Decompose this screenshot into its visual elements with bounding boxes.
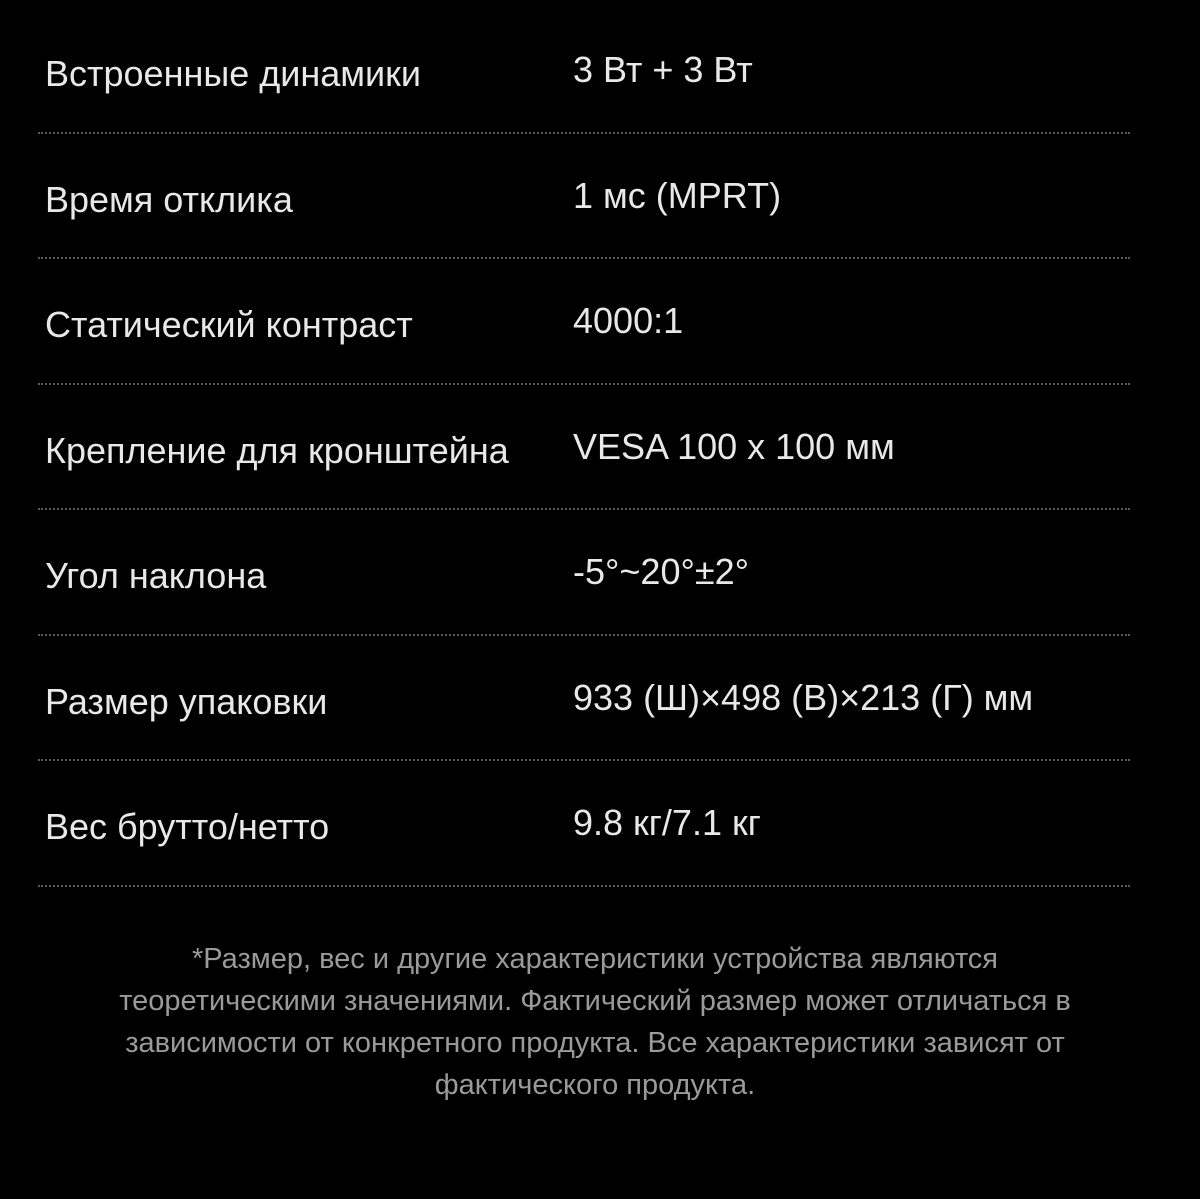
spec-table [38,8,1130,887]
spec-value: 1 мс (MPRT) [573,174,782,216]
spec-row-response-time [38,134,1130,260]
spec-row-package-size [38,636,1130,762]
spec-value: 4000:1 [573,300,684,341]
footnote-line: *Размер, вес и другие характеристики устройства являются [192,943,998,975]
footnote-line: фактического продукта. [434,1069,756,1101]
spec-value: 3 Вт + 3 Вт [573,49,753,90]
spec-row-contrast [38,259,1130,385]
footnote-line: зависимости от конкретного продукта. Все характеристики зависят от [125,1027,1065,1059]
spec-row-weight [38,761,1130,887]
disclaimer-footnote [40,938,1150,1106]
spec-value: 9.8 кг/7.1 кг [573,802,761,843]
spec-label: Время отклика [45,178,293,220]
spec-label: Вес брутто/нетто [45,806,330,847]
spec-row-tilt [38,510,1130,636]
spec-value: -5°~20°±2° [573,551,750,592]
spec-label: Размер упаковки [45,680,328,722]
spec-label: Угол наклона [45,555,267,596]
spec-label: Крепление для кронштейна [45,429,509,471]
spec-row-speakers [38,8,1130,134]
spec-value: VESA 100 x 100 мм [573,425,895,467]
spec-row-mount [38,385,1130,511]
spec-label: Встроенные динамики [45,53,421,94]
spec-value: 933 (Ш)×498 (В)×213 (Г) мм [573,676,1034,718]
spec-label: Статический контраст [45,304,413,345]
footnote-line: теоретическими значениями. Фактический размер может отличаться в [119,985,1071,1017]
